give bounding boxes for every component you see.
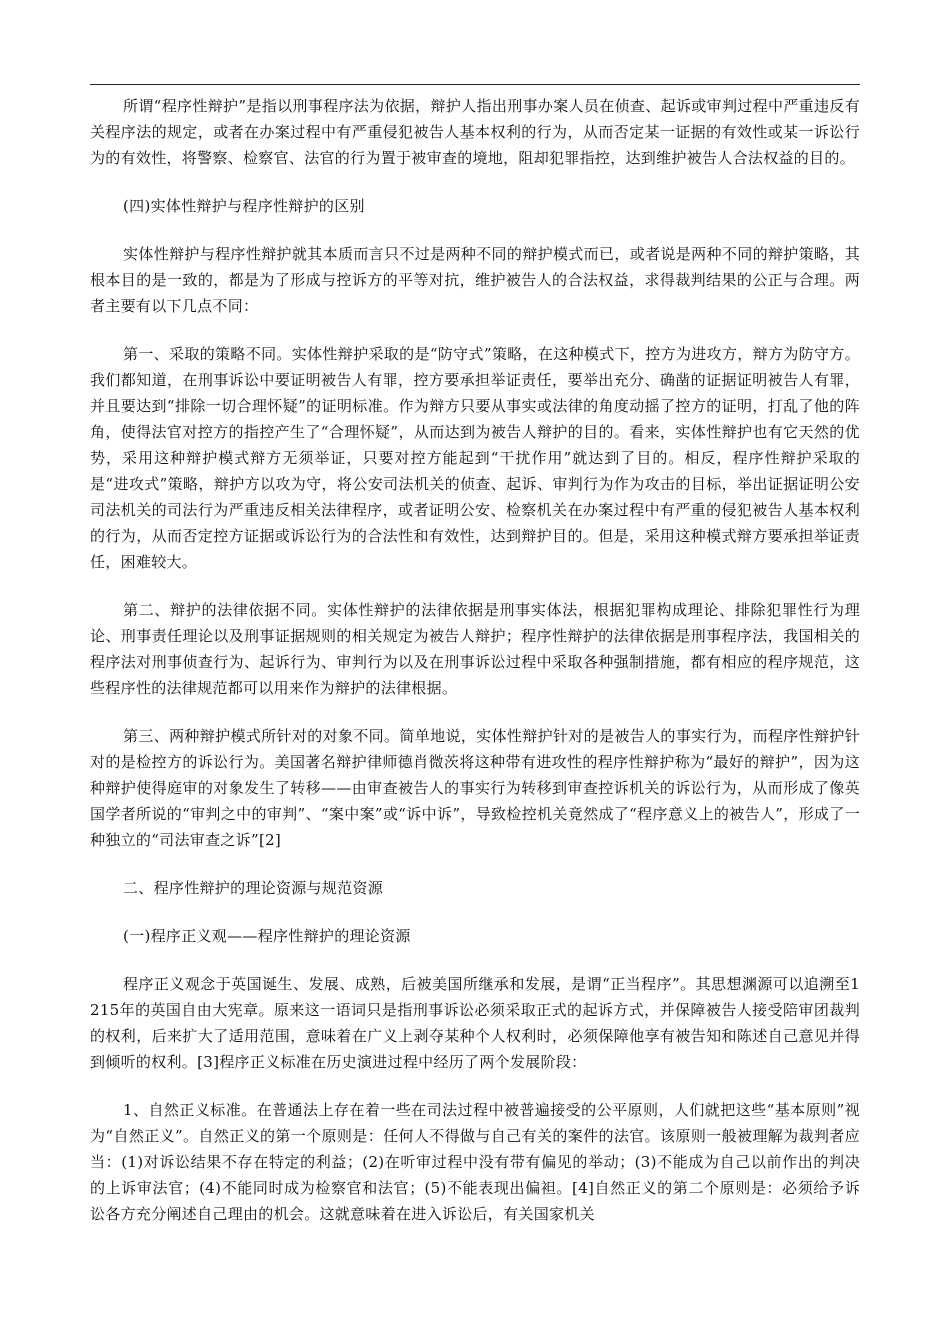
paragraph-procedural-justice-origin: 程序正义观念于英国诞生、发展、成熟，后被美国所继承和发展，是谓“正当程序”。其思想渊源可以追溯至1215年的英国自由大宪章。原来这一语词只是指刑事诉讼必须采取正式的起诉方式，并保障被告人接受陪审团裁判的权利，后来扩大了适用范围，意味着在广义上剥夺某种个人权利时，必须保障他享有被告知和陈述自己意见并得到倾听的权利。[3]程序正义标准在历史演进过程中经历了两个发展阶段： — [90, 975, 860, 1071]
paragraph-second-legal-basis: 第二、辩护的法律依据不同。实体性辩护的法律依据是刑事实体法，根据犯罪构成理论、排除犯罪性行为理论、刑事责任理论以及刑事证据规则的相关规定为被告人辩护；程序性辩护的法律依据是刑事程序法，我国相关的程序法对刑事侦查行为、起诉行为、审判行为以及在刑事诉讼过程中采取各种强制措施，都有相应的程序规范，这些程序性的法律规范都可以用来作为辩护的法律根据。 — [90, 601, 860, 697]
document-body — [90, 93, 860, 1249]
section-heading-theory-resources: 二、程序性辩护的理论资源与规范资源 — [123, 879, 384, 897]
subsection-heading-procedural-justice: (一)程序正义观——程序性辩护的理论资源 — [123, 927, 411, 945]
paragraph-first-strategy: 第一、采取的策略不同。实体性辩护采取的是“防守式”策略，在这种模式下，控方为进攻方，辩方为防守方。我们都知道，在刑事诉讼中要证明被告人有罪，控方要承担举证责任，要举出充分、确凿的证据证明被告人有罪，并且要达到“排除一切合理怀疑”的证明标准。作为辩方只要从事实或法律的角度动摇了控方的证明，打乱了他的阵角，使得法官对控方的指控产生了“合理怀疑”，从而达到为被告人辩护的目的。看来，实体性辩护也有它天然的优势，采用这种辩护模式辩方无须举证，只要对控方能起到“干扰作用”就达到了目的。相反，程序性辩护采取的是“进攻式”策略，辩护方以攻为守，将公安司法机关的侦查、起诉、审判行为作为攻击的目标，举出证据证明公安司法机关的司法行为严重违反相关法律程序，或者证明公安、检察机关在办案过程中有严重的侵犯被告人基本权利的行为，从而否定控方证据或诉讼行为的合法性和有效性，达到辩护目的。但是，采用这种模式辩方要承担举证责任，困难较大。 — [90, 345, 860, 571]
paragraph-difference-intro: 实体性辩护与程序性辩护就其本质而言只不过是两种不同的辩护模式而已，或者说是两种不同的辩护策略，其根本目的是一致的，都是为了形成与控诉方的平等对抗，维护被告人的合法权益，求得裁判结果的公正与合理。两者主要有以下几点不同： — [90, 245, 860, 315]
section-heading-difference: (四)实体性辩护与程序性辩护的区别 — [123, 197, 365, 215]
paragraph-procedural-defense-definition: 所谓“程序性辩护”是指以刑事程序法为依据，辩护人指出刑事办案人员在侦查、起诉或审判过程中严重违反有关程序法的规定，或者在办案过程中有严重侵犯被告人基本权利的行为，从而否定某一证据的有效性或某一诉讼行为的有效性，将警察、检察官、法官的行为置于被审查的境地，阻却犯罪指控，达到维护被告人合法权益的目的。 — [90, 97, 860, 167]
paragraph-natural-justice: 1、自然正义标准。在普通法上存在着一些在司法过程中被普遍接受的公平原则，人们就把这些“基本原则”视为“自然正义”。自然正义的第一个原则是：任何人不得做与自己有关的案件的法官。该原则一般被理解为裁判者应当：(1)对诉讼结果不存在特定的利益；(2)在听审过程中没有带有偏见的举动；(3)不能成为自己以前作出的判决的上诉审法官；(4)不能同时成为检察官和法官；(5)不能表现出偏袒。[4]自然正义的第二个原则是：必须给予诉讼各方充分阐述自己理由的机会。这就意味着在进入诉讼后，有关国家机关 — [90, 1101, 860, 1223]
paragraph-third-target: 第三、两种辩护模式所针对的对象不同。简单地说，实体性辩护针对的是被告人的事实行为，而程序性辩护针对的是检控方的诉讼行为。美国著名辩护律师德肖微茨将这种带有进攻性的程序性辩护称为“最好的辩护”，因为这种辩护使得庭审的对象发生了转移——由审查被告人的事实行为转移到审查控诉机关的诉讼行为，从而形成了像英国学者所说的“审判之中的审判”、“案中案”或“诉中诉”，导致检控机关竟然成了“程序意义上的被告人”，形成了一种独立的“司法审查之诉”[2] — [90, 727, 860, 849]
header-rule — [90, 84, 860, 85]
